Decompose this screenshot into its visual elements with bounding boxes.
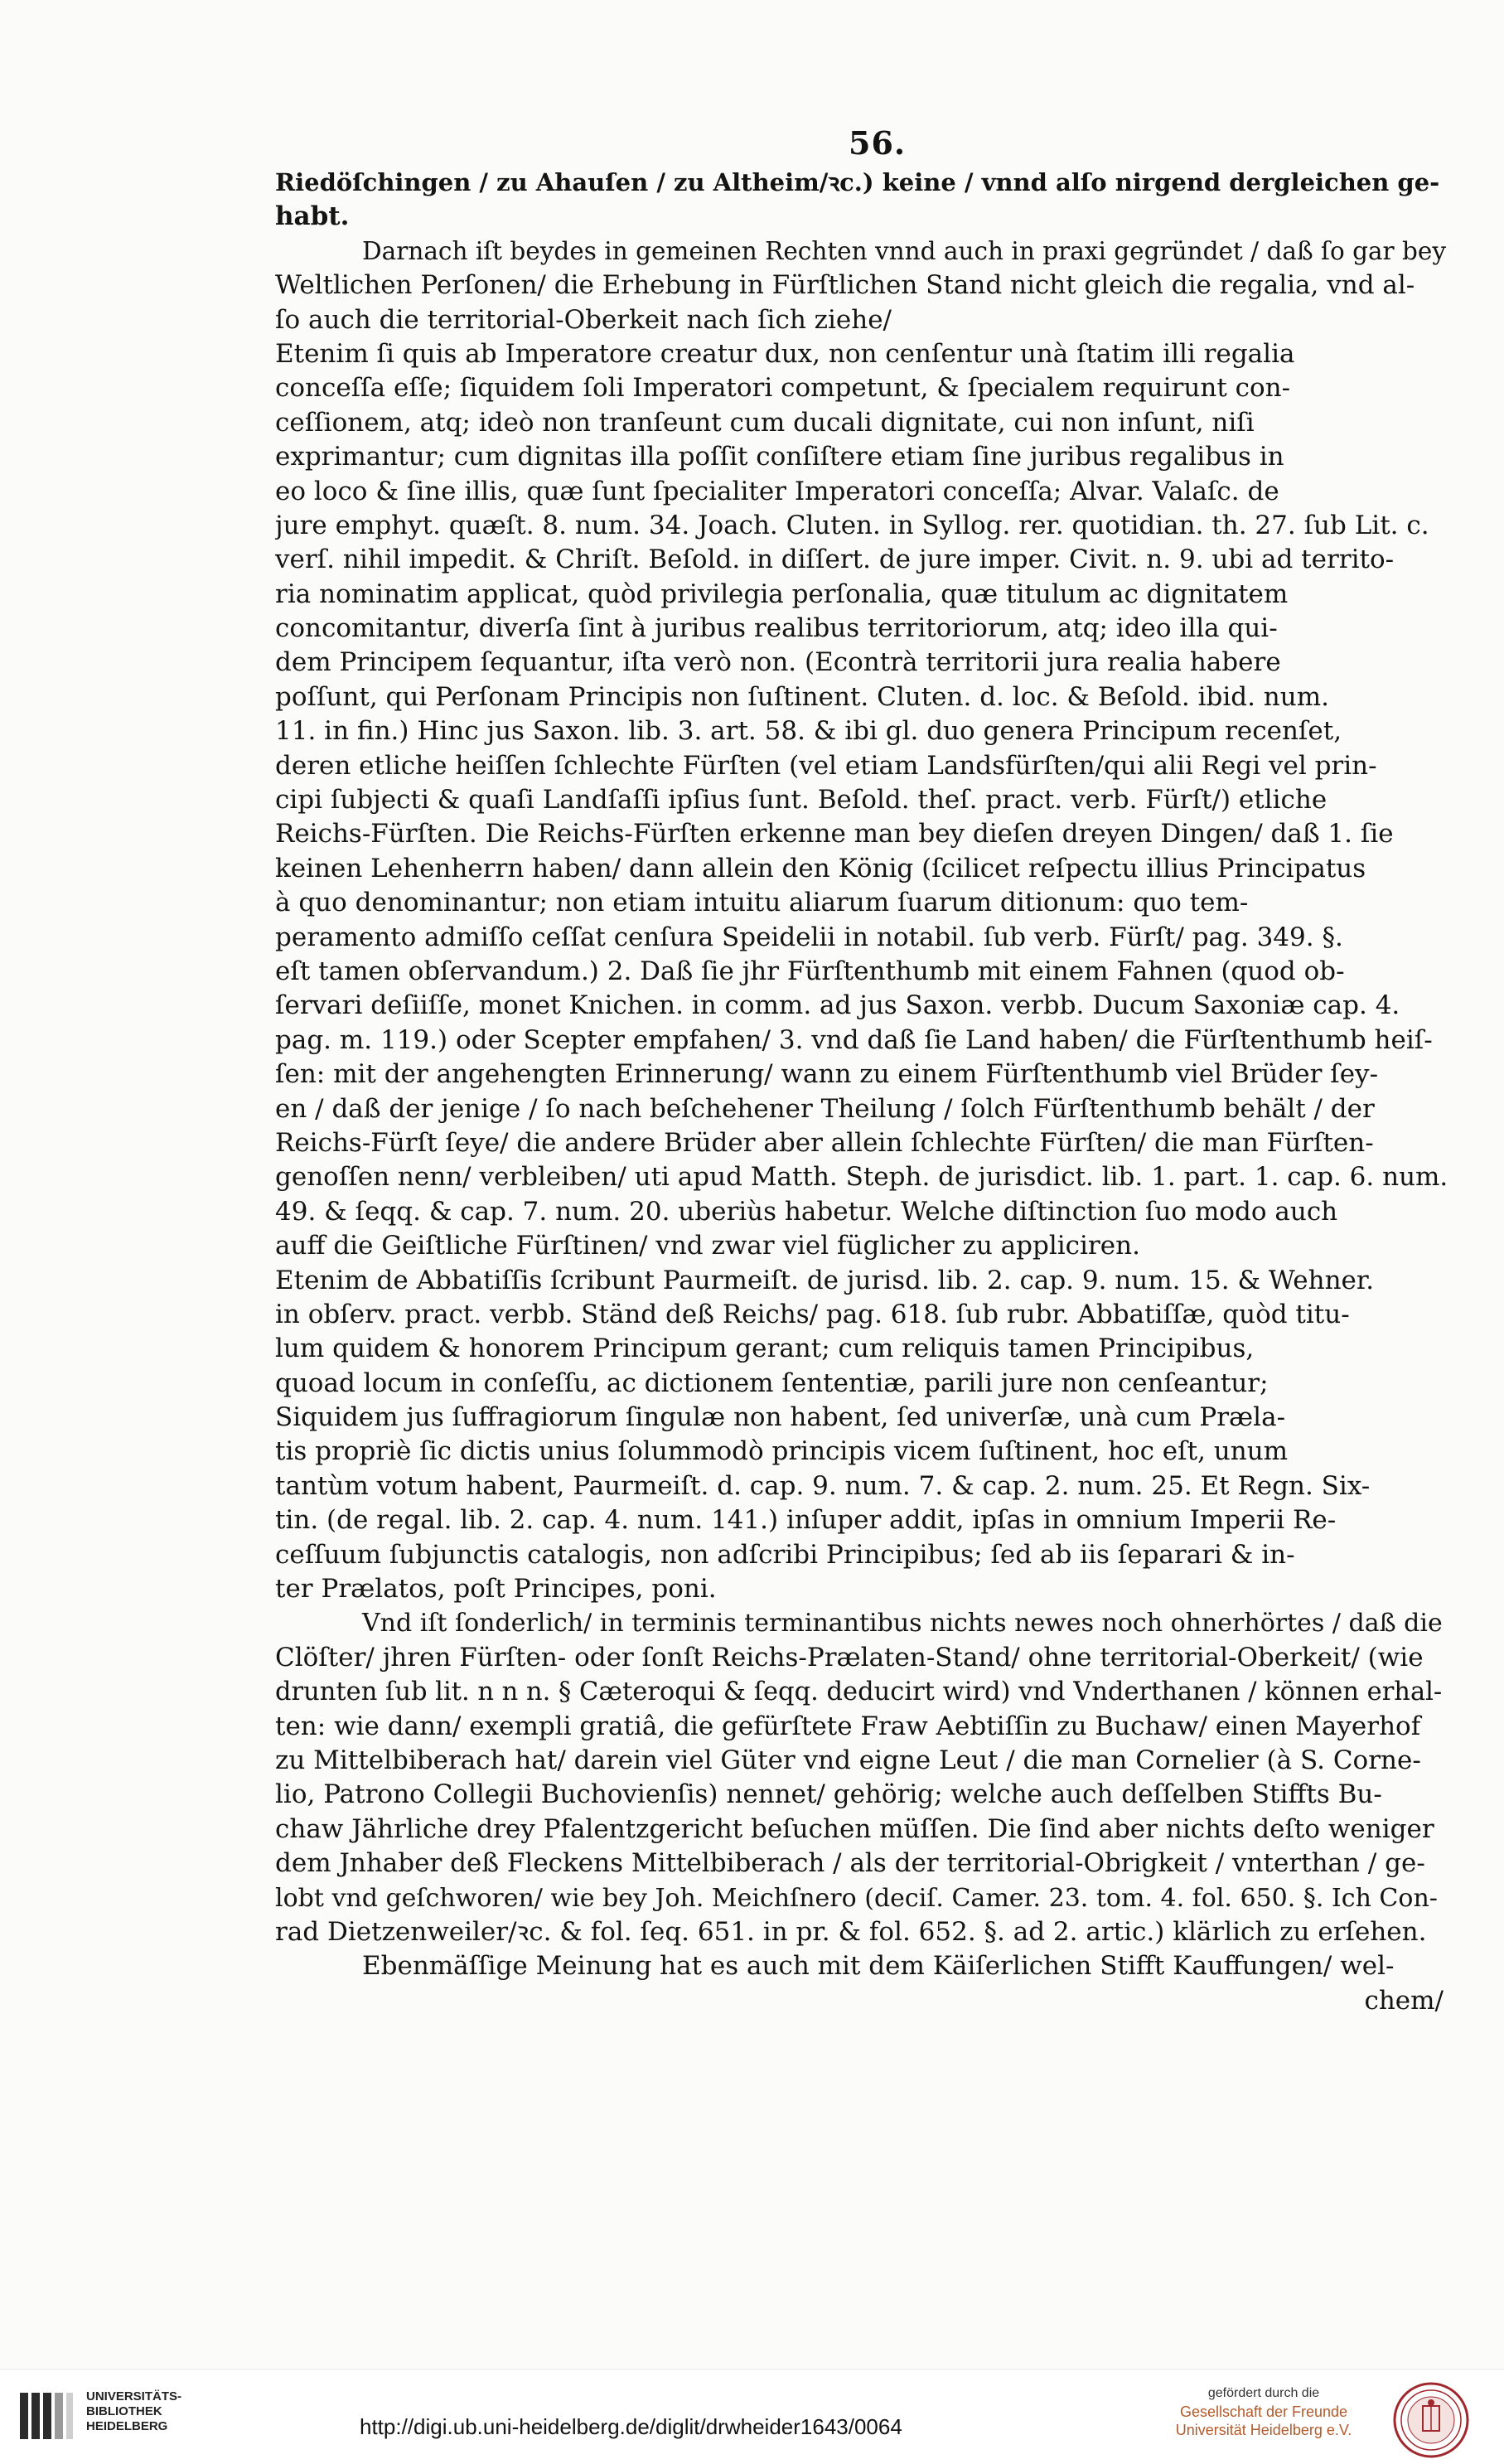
text-line: lum quidem & honorem Principum gerant; cum reliquis tamen Principibus, — [275, 1334, 1255, 1364]
text-line: ſen: mit der angehengten Erinnerung/ wann zu einem Fürſtenthumb viel Brüder ſey- — [275, 1059, 1379, 1090]
text-line: tin. (de regal. lib. 2. cap. 4. num. 141.) inſuper addit, ipſas in omnium Imperii Re- — [275, 1505, 1337, 1536]
text-line: Reichs-Fürſt ſeye/ die andere Brüder aber allein ſchlechte Fürſten/ die man Fürſten- — [275, 1127, 1374, 1158]
text-line: deren etliche heiſſen ſchlechte Fürſten (vel etiam Landsfürſten/qui alii Regi vel prin- — [275, 750, 1377, 781]
text-line: Darnach iſt beydes in gemeinen Rechten vnnd auch in praxi gegründet / daß ſo gar bey — [362, 236, 1447, 265]
page-text-block — [275, 166, 1452, 2018]
text-line: cipi ſubjecti & quaſi Landſaſſi ipſius ſunt. Beſold. theſ. pract. verb. Fürſt/) etliche — [275, 785, 1327, 816]
document-url[interactable]: http://digi.ub.uni-heidelberg.de/diglit/drwheider1643/0064 — [360, 2414, 902, 2439]
text-line: à quo denominantur; non etiam intuitu aliarum ſuarum ditionum: quo tem- — [275, 888, 1249, 918]
text-line: Weltlichen Perſonen/ die Erhebung in Fürſtlichen Stand nicht gleich die regalia, vnd al- — [275, 270, 1415, 301]
text-line: Riedöſchingen / zu Ahauſen / zu Altheim/ꝛc.) keine / vnnd alſo nirgend dergleichen ge- — [275, 168, 1440, 196]
text-line: habt. — [275, 201, 350, 232]
text-line: conceſſa eſſe; ſiquidem ſoli Imperatori competunt, & ſpecialem requirunt con- — [275, 373, 1291, 404]
text-line: Ebenmäſſige Meinung hat es auch mit dem Käiſerlichen Stifft Kauffungen/ wel- — [362, 1951, 1395, 1982]
text-line: concomitantur, diverſa ſint à juribus realibus territoriorum, atq; ideo illa qui- — [275, 613, 1278, 644]
text-line: Clöſter/ jhren Fürſten- oder ſonſt Reichs-Prælaten-Stand/ ohne territorial-Oberkeit/ (wie — [275, 1642, 1424, 1673]
library-name-line2: BIBLIOTHEK — [86, 2404, 162, 2418]
text-line: eſt tamen obſervandum.) 2. Daß ſie jhr Fürſtenthumb mit einem Fahnen (quod ob- — [275, 956, 1345, 986]
text-line: tis propriè ſic dictis unius ſolummodò principis vicem ſuſtinent, hoc eſt, unum — [275, 1436, 1289, 1467]
text-line: lobt vnd geſchworen/ wie bey Joh. Meichſnero (deciſ. Camer. 23. tom. 4. fol. 650. §. Ich Con- — [275, 1883, 1438, 1913]
sponsor-block — [1152, 2384, 1376, 2439]
text-line: Etenim ſi quis ab Imperatore creatur dux, non cenſentur unà ſtatim illi regalia — [275, 338, 1295, 369]
library-name — [86, 2389, 181, 2434]
text-line: pag. m. 119.) oder Scepter empfahen/ 3. vnd daß ſie Land haben/ die Fürſtenthumb heiſ- — [275, 1024, 1433, 1055]
university-seal-icon — [1392, 2381, 1470, 2459]
text-line: drunten ſub lit. n n n. § Cæteroqui & ſeqq. deducirt wird) vnd Vnderthanen / können erhal- — [275, 1677, 1443, 1707]
sponsor-name-line2: Universität Heidelberg e.V. — [1175, 2422, 1352, 2438]
text-line: 11. in fin.) Hinc jus Saxon. lib. 3. art. 58. & ibi gl. duo genera Principum recenſet, — [275, 716, 1342, 747]
text-line: ſervari deſiiſſe, monet Knichen. in comm. ad jus Saxon. verbb. Ducum Saxoniæ cap. 4. — [275, 990, 1400, 1021]
text-line: zu Mittelbiberach hat/ darein viel Güter vnd eigne Leut / die man Cornelier (à S. Corne- — [275, 1745, 1421, 1775]
text-line: Reichs-Fürſten. Die Reichs-Fürſten erkenne man bey dieſen dreyen Dingen/ daß 1. ſie — [275, 819, 1394, 850]
sponsor-name-line1: Gesellschaft der Freunde — [1179, 2403, 1348, 2420]
text-line: ceſſuum ſubjunctis catalogis, non adſcribi Principibus; ſed ab iis ſeparari & in- — [275, 1539, 1295, 1570]
text-line: Vnd iſt ſonderlich/ in terminis terminantibus nichts newes noch ohnerhörtes / daß die — [362, 1609, 1443, 1639]
text-line: exprimantur; cum dignitas illa poſſit conſiſtere etiam ſine juribus regalibus in — [275, 442, 1284, 472]
text-line: 49. & ſeqq. & cap. 7. num. 20. uberiùs habetur. Welche diſtinction ſuo modo auch — [275, 1196, 1338, 1227]
text-line: verſ. nihil impedit. & Chriſt. Beſold. in diſſert. de jure imper. Civit. n. 9. ubi ad territo- — [275, 545, 1395, 575]
text-line: ceſſionem, atq; ideò non tranſeunt cum ducali dignitate, cui non inſunt, niſi — [275, 407, 1255, 438]
text-line: chem/ — [1364, 1985, 1444, 2016]
text-line: ria nominatim applicat, quòd privilegia perſonalia, quæ titulum ac dignitatem — [275, 578, 1289, 609]
text-line: keinen Lehenherrn haben/ dann allein den König (ſcilicet reſpectu illius Principatus — [275, 853, 1366, 883]
text-line: Etenim de Abbatiſſis ſcribunt Paurmeiſt. de jurisd. lib. 2. cap. 9. num. 15. & Wehner. — [275, 1265, 1375, 1295]
text-line: eo loco & ſine illis, quæ ſunt ſpecialiter Imperatori conceſſa; Alvar. Valaſc. de — [275, 476, 1279, 506]
library-name-line1: UNIVERSITÄTS- — [86, 2389, 182, 2403]
text-line: in obſerv. pract. verbb. Ständ deß Reichs/ pag. 618. ſub rubr. Abbatiſſæ, quòd titu- — [275, 1299, 1350, 1329]
library-name-line3: HEIDELBERG — [86, 2419, 168, 2433]
text-line: tantùm votum habent, Paurmeiſt. d. cap. 9. num. 7. & cap. 2. num. 25. Et Regn. Six- — [275, 1470, 1371, 1501]
library-logo-icon — [15, 2384, 78, 2447]
text-line: rad Dietzenweiler/ꝛc. & fol. ſeq. 651. in pr. & fol. 652. §. ad 2. artic.) klärlich zu erſehen. — [275, 1916, 1427, 1947]
text-line: auff die Geiſtliche Fürſtinen/ vnd zwar viel füglicher zu appliciren. — [275, 1231, 1140, 1261]
text-line: lio, Patrono Collegii Buchovienſis) nennet/ gehörig; welche auch deſſelben Stiffts Bu- — [275, 1779, 1382, 1810]
text-line: chaw Jährliche drey Pfalentzgericht beſuchen müſſen. Die ſind aber nichts deſto weniger — [275, 1813, 1434, 1844]
text-line: genoſſen nenn/ verbleiben/ uti apud Matth. Steph. de jurisdict. lib. 1. part. 1. cap. 6. num. — [275, 1162, 1448, 1193]
text-line: poſſunt, qui Perſonam Principis non ſuſtinent. Cluten. d. loc. & Beſold. ibid. num. — [275, 681, 1329, 712]
text-line: quoad locum in conſeſſu, ac dictionem ſententiæ, parili jure non cenſeantur; — [275, 1368, 1269, 1398]
page-number: 56. — [849, 124, 907, 162]
text-line: dem Principem ſequantur, iſta verò non. (Econtrà territorii jura realia habere — [275, 647, 1281, 678]
text-line: peramento admiſſo ceſſat cenſura Speidelii in notabil. ſub verb. Fürſt/ pag. 349. §. — [275, 922, 1343, 952]
text-line: ten: wie dann/ exempli gratiâ, die gefürſtete Fraw Aebtiſſin zu Buchaw/ einen Mayerhof — [275, 1711, 1421, 1741]
text-line: dem Jnhaber deß Fleckens Mittelbiberach / als der territorial-Obrigkeit / vnterthan / ge- — [275, 1848, 1425, 1879]
text-line: ter Prælatos, poſt Principes, poni. — [275, 1574, 717, 1605]
text-line: ſo auch die territorial-Oberkeit nach ſich ziehe/ — [275, 304, 892, 335]
footer-bar — [0, 2369, 1504, 2464]
sponsor-label: gefördert durch die — [1207, 2386, 1320, 2400]
text-line: Siquidem jus ſuffragiorum ſingulæ non habent, ſed univerſæ, unà cum Præla- — [275, 1402, 1286, 1433]
text-line: en / daß der jenige / ſo nach beſchehener Theilung / ſolch Fürſtenthumb behält / der — [275, 1093, 1375, 1124]
text-line: jure emphyt. quæſt. 8. num. 34. Joach. Cluten. in Syllog. rer. quotidian. th. 27. ſub Lit. c. — [275, 510, 1429, 540]
